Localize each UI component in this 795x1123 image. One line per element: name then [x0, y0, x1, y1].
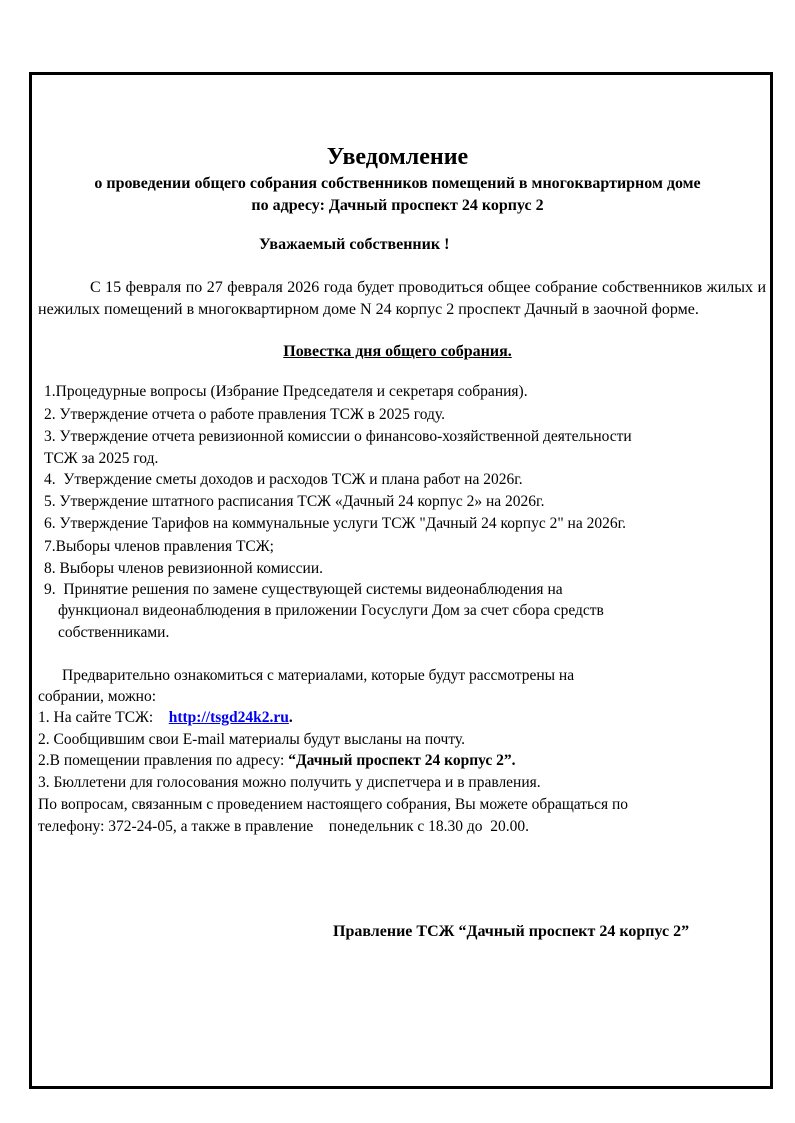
site-label: 1. На сайте ТСЖ:: [38, 709, 154, 726]
agenda-item-text: Утверждение отчета ревизионной комиссии о финансово-хозяйственной деятельности: [55, 428, 632, 445]
agenda-item-number: 9.: [44, 581, 56, 598]
site-link[interactable]: http://tsgd24k2.ru: [168, 709, 289, 726]
contact-line2: телефону: 372-24-05, а также в правление понедельник с 18.30 до 20.00.: [38, 818, 530, 835]
notice-subtitle-line1: о проведении общего собрания собственников помещений в многоквартирном доме: [94, 175, 701, 192]
materials-site-line: [38, 708, 293, 728]
agenda-item-continuation: [58, 623, 169, 643]
agenda-item-text: Утверждение отчета о работе правления ТСЖ в 2025 году.: [55, 406, 445, 423]
agenda-item-text: Утверждение штатного расписания ТСЖ «Дачный 24 корпус 2» на 2026г.: [55, 493, 545, 510]
agenda-item: [44, 405, 445, 425]
agenda-item-text: Утверждение сметы доходов и расходов ТСЖ и плана работ на 2026г.: [55, 471, 523, 488]
agenda-item-text: Выборы членов правления ТСЖ;: [55, 538, 274, 555]
site-suffix: .: [288, 709, 293, 726]
office-label: 2.В помещении правления по адресу:: [38, 752, 289, 769]
office-suffix: .: [511, 752, 516, 769]
materials-office-line: [38, 751, 516, 771]
agenda-item: [44, 514, 626, 534]
agenda-item-text: ТСЖ за 2025 год.: [44, 450, 159, 467]
agenda-item-number: 3.: [44, 428, 56, 445]
materials-email-line: 2. Сообщившим свои E-mail материалы будут высланы на почту.: [38, 731, 465, 748]
agenda-item: [44, 470, 523, 490]
agenda-item-number: 8.: [44, 560, 56, 577]
notice-title: Уведомление: [326, 144, 469, 170]
signature: Правление ТСЖ “Дачный проспект 24 корпус 2”: [333, 923, 690, 940]
agenda-item-text: Процедурные вопросы (Избрание Председателя и секретаря собрания).: [55, 383, 528, 400]
agenda-heading: Повестка дня общего собрания.: [283, 343, 512, 360]
agenda-item-number: 7.: [44, 538, 56, 555]
office-address: “Дачный проспект 24 корпус 2”: [288, 752, 512, 769]
agenda-item: [44, 580, 563, 600]
agenda-item: [44, 537, 274, 557]
agenda-item-text: Утверждение Тарифов на коммунальные услуги ТСЖ "Дачный 24 корпус 2" на 2026г.: [55, 515, 627, 532]
agenda-item-text: собственниками.: [58, 624, 170, 641]
intro-paragraph: С 15 февраля по 27 февраля 2026 года будет проводиться общее собрание собственников жилых и нежилых помещений в многоквартирном доме N 24 корпус 2 проспект Дачный в заочной форме.: [38, 279, 766, 318]
agenda-item-number: 4.: [44, 471, 56, 488]
agenda-item-text: функционал видеонаблюдения в приложении Госуслуги Дом за счет сбора средств: [58, 602, 604, 619]
agenda-item: [44, 382, 528, 402]
agenda-item-number: 2.: [44, 406, 56, 423]
materials-intro-line1: Предварительно ознакомиться с материалами, которые будут рассмотрены на: [62, 667, 575, 684]
agenda-item-text: Выборы членов ревизионной комиссии.: [55, 560, 324, 577]
agenda-item-text: Принятие решения по замене существующей системы видеонаблюдения на: [55, 581, 563, 598]
agenda-item-number: 5.: [44, 493, 56, 510]
agenda-item-number: 6.: [44, 515, 56, 532]
contact-line1: По вопросам, связанным с проведением настоящего собрания, Вы можете обращаться по: [38, 796, 629, 813]
agenda-item: [44, 427, 632, 447]
notice-subtitle-line2: по адресу: Дачный проспект 24 корпус 2: [251, 197, 544, 214]
agenda-item: [44, 559, 323, 579]
agenda-item: [44, 492, 545, 512]
greeting: Уважаемый собственник !: [259, 236, 450, 253]
agenda-item-continuation: [58, 601, 604, 621]
agenda-item-continuation: [44, 449, 158, 469]
agenda-item-number: 1.: [44, 383, 56, 400]
materials-ballots-line: 3. Бюллетени для голосования можно получить у диспетчера и в правления.: [38, 774, 541, 791]
materials-intro-line2: собрании, можно:: [38, 688, 157, 705]
